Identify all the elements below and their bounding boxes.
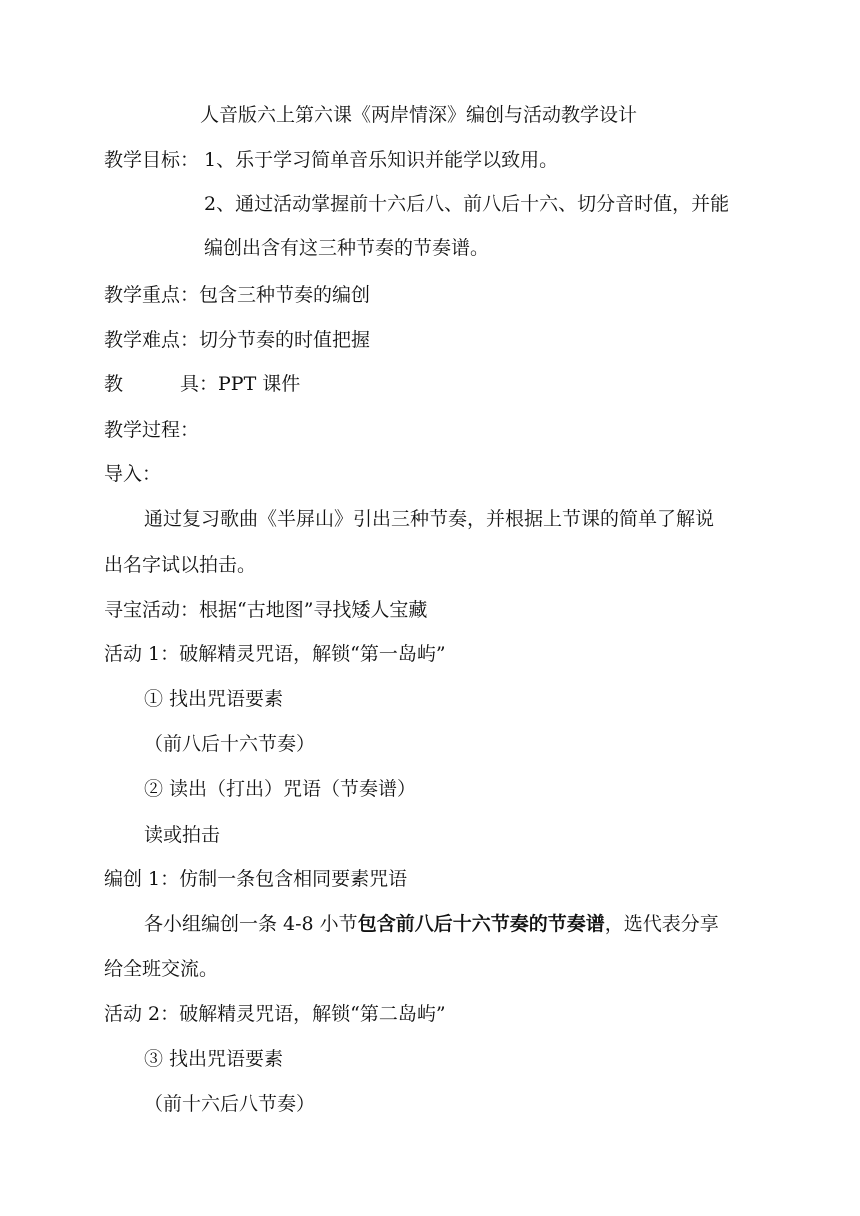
objectives-label: 教学目标： (104, 149, 200, 171)
objective-1: 1、乐于学习简单音乐知识并能学以致用。 (204, 149, 559, 171)
step-3: ③ 找出咒语要素 (144, 1048, 284, 1070)
create-1-text-line2: 给全班交流。 (104, 958, 219, 980)
step-2-note: 读或拍击 (144, 824, 221, 846)
intro-heading: 导入： (104, 463, 162, 485)
step-3-note: （前十六后八节奏） (144, 1093, 316, 1115)
intro-text-line1: 通过复习歌曲《半屏山》引出三种节奏，并根据上节课的简单了解说 (144, 508, 715, 530)
create-1-text-line1 (144, 910, 719, 938)
key-point: 教学重点：包含三种节奏的编创 (104, 284, 371, 306)
create-1-text-bold: 包含前八后十六节奏的节奏谱 (357, 913, 605, 935)
step-1-note: （前八后十六节奏） (144, 733, 316, 755)
difficulty: 教学难点：切分节奏的时值把握 (104, 329, 371, 351)
process-heading: 教学过程： (104, 419, 200, 441)
create-1-text-a: 各小组编创一条 4-8 小节 (144, 913, 358, 935)
tools-label-rest: 具：PPT 课件 (180, 373, 301, 395)
treasure-activity: 寻宝活动：根据“古地图”寻找矮人宝藏 (104, 599, 428, 621)
activity-1-heading: 活动 1：破解精灵咒语，解锁“第一岛屿” (104, 643, 446, 665)
tools-label-start: 教 (104, 373, 124, 395)
step-2: ② 读出（打出）咒语（节奏谱） (144, 778, 417, 800)
objective-2-line1: 2、通过活动掌握前十六后八、前八后十六、切分音时值，并能 (204, 193, 730, 215)
intro-text-line2: 出名字试以拍击。 (104, 554, 257, 576)
create-1-text-b: ，选代表分享 (604, 913, 719, 935)
step-1: ① 找出咒语要素 (144, 688, 284, 710)
activity-2-heading: 活动 2：破解精灵咒语，解锁“第二岛屿” (104, 1003, 446, 1025)
create-1-heading: 编创 1：仿制一条包含相同要素咒语 (104, 868, 408, 890)
objective-2-line2: 编创出含有这三种节奏的节奏谱。 (204, 237, 490, 259)
document-title: 人音版六上第六课《两岸情深》编创与活动教学设计 (200, 104, 638, 126)
